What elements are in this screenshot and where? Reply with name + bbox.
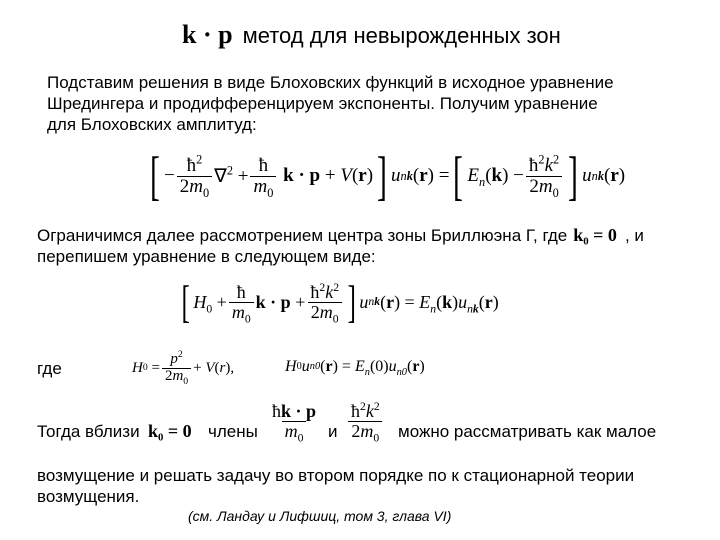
- para4-line-2: возмущения.: [37, 487, 140, 506]
- para3-math-k0: k₀ = 0: [148, 421, 192, 441]
- para2-math-k0: k₀ = 0: [573, 225, 617, 245]
- para3-and: и: [328, 422, 338, 441]
- where-label: где: [37, 359, 62, 378]
- intro-line-3: для Блоховских амплитуд:: [47, 115, 257, 134]
- para2-text-b: , и: [624, 226, 644, 245]
- para2-line-1: [37, 225, 644, 246]
- equation-h0-eigen: H 0 u n0 $(r) = E_n(0)u_{n0}(r)$: [285, 358, 425, 379]
- para2-text-a: Ограничимся далее рассмотрением центра зоны Бриллюэна Г, где: [37, 226, 568, 245]
- para4-line-1: возмущение и решать задачу во втором порядке по к стационарной теории: [37, 466, 635, 485]
- para3-rest: можно рассматривать как малое: [398, 422, 657, 441]
- intro-line-2: Шредингера и продифференцируем экспоненты. Получим уравнение: [47, 94, 598, 113]
- intro-line-1: Подставим решения в виде Блоховских функций в исходное уравнение: [47, 73, 614, 92]
- title-math: k · p: [182, 20, 233, 49]
- equation-h0-definition: H 0 = $\frac{p^2}{2m_0}$ + V(r),: [132, 348, 235, 387]
- title-text: метод для невырожденных зон: [242, 22, 561, 48]
- equation-center-zone: [ $H_0$ + $\frac{ħ}{m_0}$ k · p + $\frac{ħ^2k^2}{2m_0}$ ] u nk $(r) = E_n(k)u_{nk}(r)$: [181, 276, 499, 327]
- para2-line-2: перепишем уравнение в следующем виде:: [37, 247, 376, 266]
- para3-terms: члены: [208, 422, 258, 441]
- para3-then: Тогда вблизи: [37, 422, 140, 441]
- slide-title: [182, 18, 561, 52]
- term-quadratic: $\frac{ħ^2k^2}{2m_0}$: [346, 402, 385, 441]
- equation-bloch-amplitude: [ − $\frac{ħ^2}{2m_0}$ ∇$^2$ + $\frac{ħ}{m_0}$ k · p + V(r) ] u nk (r) = [ $E_n(k)$ − $\frac{ħ^2k^2}{2m_0}$ ] u nk (r): [150, 146, 626, 206]
- reference-note: (см. Ландау и Лифшиц, том 3, глава VI): [188, 508, 452, 524]
- term-linear: $\frac{ħk \cdot p}{m_0}$: [272, 401, 317, 445]
